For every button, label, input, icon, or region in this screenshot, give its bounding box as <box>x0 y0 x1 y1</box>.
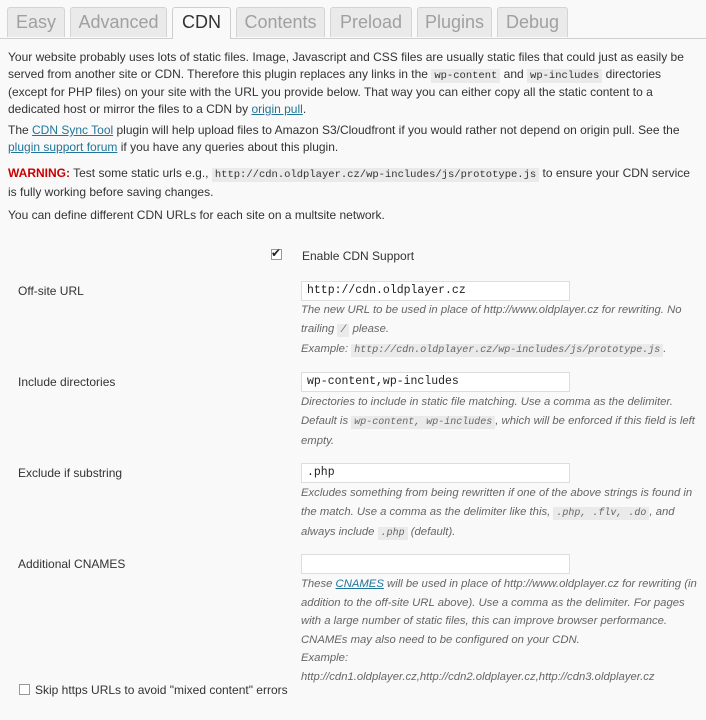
tab-advanced[interactable]: Advanced <box>70 7 167 37</box>
tab-easy[interactable]: Easy <box>7 7 65 37</box>
include-directories-description: Directories to include in static file matching. Use a comma as the delimiter. Default is wp-content, wp-includes , which will be enforced if this field is left empty. <box>301 396 695 447</box>
intro-paragraph: Your website probably uses lots of static files. Image, Javascript and CSS files are usually static files that could just as easily be served from another site or CDN. Therefore this plugin replaces any links in the wp-content and wp-includes directories (except for PHP files) on your site with the URL you provide below. That way you can either copy all the static content to a dedicated host or mirror the files to a CDN by origin pull. <box>8 50 684 116</box>
offsite-url-description: The new URL to be used in place of http://www.oldplayer.cz for rewriting. No trailing / please. Example: http://cdn.oldplayer.cz/wp-includes/js/prototype.js . <box>301 304 682 356</box>
cdn-sync-tool-link[interactable]: CDN Sync Tool <box>32 123 114 137</box>
skip-https-label: Skip https URLs to avoid "mixed content" errors <box>35 683 288 697</box>
warning-example-url: http://cdn.oldplayer.cz/wp-includes/js/prototype.js <box>212 168 539 182</box>
cnames-link[interactable]: CNAMES <box>335 578 384 590</box>
tab-cdn[interactable]: CDN <box>172 7 231 39</box>
exclude-substring-label: Exclude if substring <box>18 466 123 480</box>
include-directories-label: Include directories <box>18 375 116 389</box>
offsite-url-label: Off-site URL <box>18 284 84 298</box>
sync-tool-paragraph: The CDN Sync Tool plugin will help upload files to Amazon S3/Cloudfront if you would rather not depend on origin pull. See the plugin support forum if you have any queries about this plugin. <box>8 123 680 154</box>
tab-preload[interactable]: Preload <box>330 7 412 37</box>
tab-contents[interactable]: Contents <box>236 7 325 37</box>
origin-pull-link[interactable]: origin pull <box>251 101 303 116</box>
code-wp-includes: wp-includes <box>527 69 602 83</box>
tab-plugins[interactable]: Plugins <box>417 7 492 37</box>
exclude-substring-description: Excludes something from being rewritten if one of the above strings is found in the match. Use a comma as the delimiter like this, .php, .flv, .do , and always include .php (default). <box>301 487 693 539</box>
warning-label: WARNING: <box>8 166 70 180</box>
additional-cnames-description: These CNAMES will be used in place of http://www.oldplayer.cz for rewriting (in addition to the off-site URL above). Use a comma as the delimiter. For pages with a large number of static files, this can improve browser performance. CNAMEs may also need to be configured on your CDN. Example: http://cdn1.oldplayer.cz,http://cdn2.oldplayer.cz,http://cdn3.oldplayer.cz <box>301 578 697 683</box>
code-wp-content: wp-content <box>431 69 500 83</box>
settings-tab-bar <box>0 0 706 39</box>
tab-debug[interactable]: Debug <box>497 7 568 37</box>
checkmark-icon: ✔ <box>271 246 282 260</box>
additional-cnames-label: Additional CNAMES <box>18 557 126 571</box>
enable-cdn-label: Enable CDN Support <box>302 249 415 263</box>
offsite-url-input[interactable]: http://cdn.oldplayer.cz <box>301 281 570 301</box>
warning-paragraph: WARNING: Test some static urls e.g., http://cdn.oldplayer.cz/wp-includes/js/prototype.js to ensure your CDN service is fully working before saving changes. <box>8 166 690 199</box>
plugin-support-forum-link[interactable]: plugin support forum <box>8 139 118 154</box>
multisite-note: You can define different CDN URLs for each site on a multsite network. <box>8 208 385 222</box>
skip-https-checkbox[interactable] <box>19 684 30 695</box>
additional-cnames-input[interactable] <box>301 554 570 574</box>
exclude-substring-input[interactable]: .php <box>301 463 570 483</box>
include-directories-input[interactable]: wp-content,wp-includes <box>301 372 570 392</box>
